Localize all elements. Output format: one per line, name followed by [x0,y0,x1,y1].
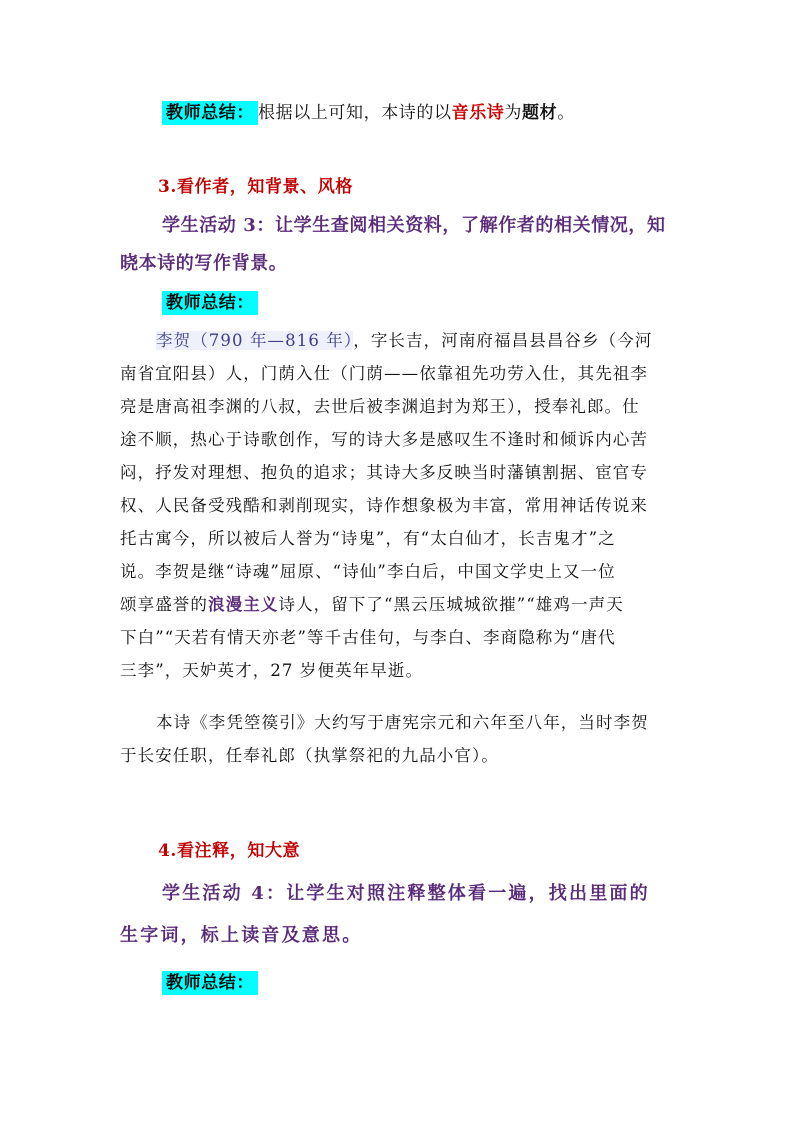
bio-line-10: 下白”“天若有情天亦老”等千古佳句，与李白、李商隐称为“唐代 [120,628,616,647]
teacher-summary-notes [162,966,722,1000]
poem-background-line-1: 本诗《李凭箜篌引》大约写于唐宪宗元和六年至八年，当时李贺 [156,713,649,732]
bio-line-1-text: ，字长吉，河南府福昌县昌谷乡（今河 [353,331,653,350]
highlight-music-poem: 音乐诗 [451,103,505,123]
bio-line-1 [156,324,716,358]
summary-text-middle: 为 [504,103,523,123]
bio-line-4: 途不顺，热心于诗歌创作，写的诗大多是感叹生不逢时和倾诉内心苦 [120,430,648,449]
romantic-after: 诗人，留下了“黑云压城城欲摧”“雄鸡一声天 [278,595,624,614]
bio-line-9 [120,588,680,622]
student-activity-4-line2: 生字词，标上读音及意思。 [120,925,363,946]
section-3-heading: 3.看作者，知背景、风格 [158,177,353,197]
bio-line-6: 权、人民备受残酷和剥削现实，诗作想象极为丰富，常用神话传说来 [120,496,648,515]
romanticism-highlight: 浪漫主义 [208,595,279,614]
teacher-summary-label: 教师总结： [162,291,258,315]
teacher-summary-label: 教师总结： [162,101,258,125]
romantic-before: 颂享盛誉的 [120,595,208,614]
teacher-summary-music [162,96,722,130]
bio-line-3: 亮是唐高祖李渊的八叔，去世后被李渊追封为郑王），授奉礼郎。仕 [120,397,640,416]
author-name-dates: 李贺（790 年—816 年） [156,331,354,350]
student-activity-4-line1: 学生活动 4：让学生对照注释整体看一遍，找出里面的 [162,883,650,904]
highlight-subject: 题材 [522,103,558,123]
summary-text-before: 根据以上可知，本诗的以 [258,103,452,123]
teacher-summary-label: 教师总结： [162,971,258,995]
student-activity-3-line2: 晓本诗的写作背景。 [120,253,288,274]
student-activity-3-line1: 学生活动 3：让学生查阅相关资料，了解作者的相关情况，知 [162,215,666,236]
teacher-summary-author [162,286,722,320]
poem-background-line-2: 于长安任职，任奉礼郎（执掌祭祀的九品小官）。 [120,746,499,765]
bio-line-5: 闷，抒发对理想、抱负的追求；其诗大多反映当时藩镇割据、宦官专 [120,463,648,482]
bio-line-11: 三李”，天妒英才，27 岁便英年早逝。 [120,661,424,680]
section-4-heading: 4.看注释，知大意 [158,841,301,861]
bio-line-7: 托古寓今，所以被后人誉为“诗鬼”，有“太白仙才，长吉鬼才”之 [120,529,616,548]
summary-text-end: 。 [557,103,575,123]
bio-line-2: 南省宜阳县）人，门荫入仕（门荫——依靠祖先功劳入仕，其先祖李 [120,364,648,383]
bio-line-8: 说。李贺是继“诗魂”屈原、“诗仙”李白后，中国文学史上又一位 [120,562,616,581]
